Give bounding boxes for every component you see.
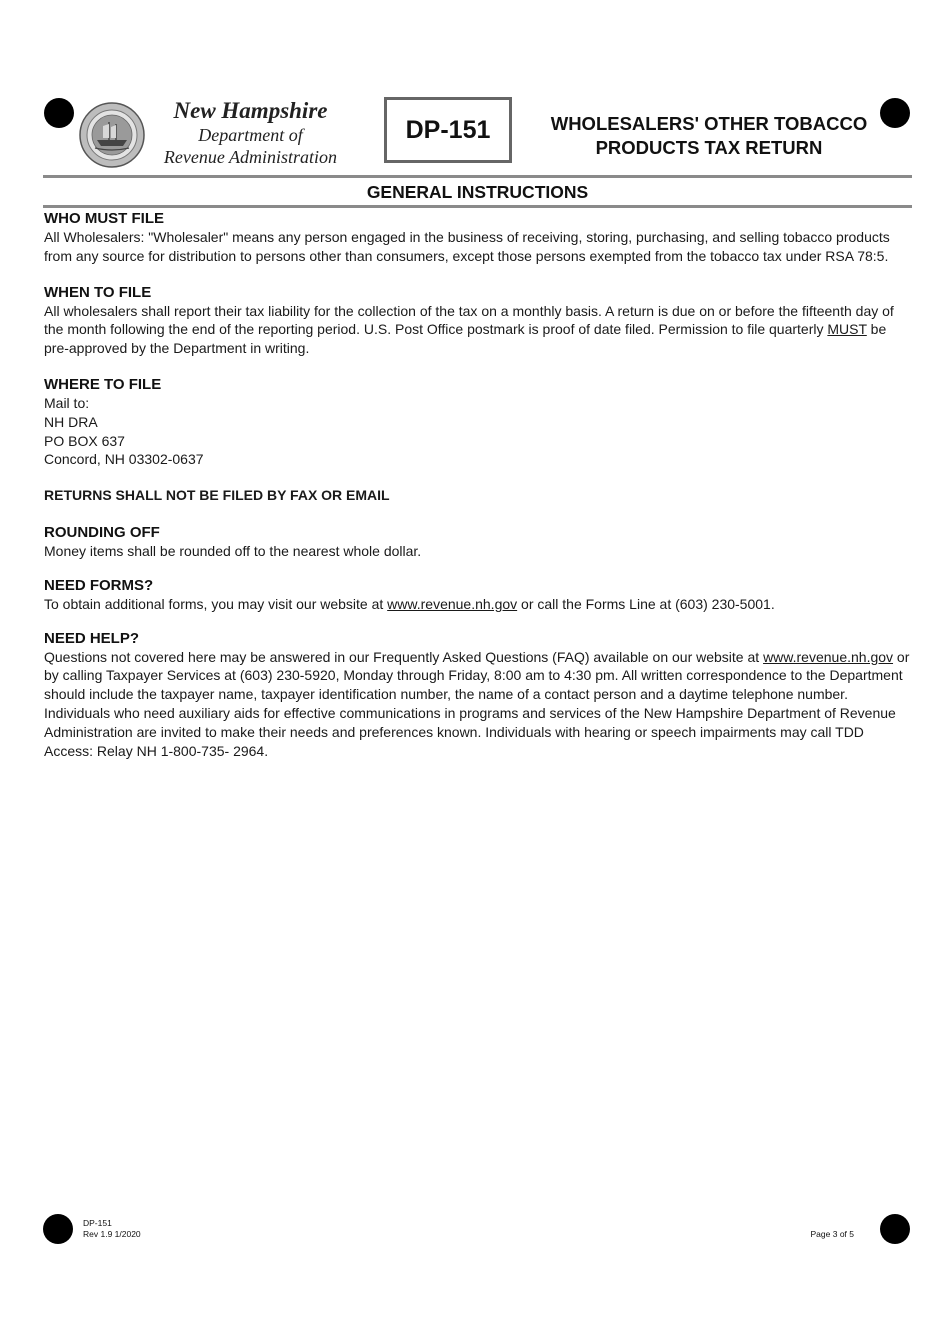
- section-text: Money items shall be rounded off to the nearest whole dollar.: [44, 542, 422, 559]
- text-part: To obtain additional forms, you may visit our website at: [44, 595, 388, 612]
- fax-notice: RETURNS SHALL NOT BE FILED BY FAX OR EMAIL: [44, 487, 390, 504]
- registration-dot-icon: [44, 98, 74, 128]
- section-text: [44, 595, 914, 614]
- website-link[interactable]: www.revenue.nh.gov: [763, 648, 894, 665]
- header-divider: [43, 175, 912, 178]
- emphasis-must: MUST: [827, 321, 867, 338]
- rounding-section: [44, 523, 914, 561]
- form-title: [540, 112, 878, 160]
- text-part: Questions not covered here may be answered in our Frequently Asked Questions (FAQ) available on our website at: [44, 648, 764, 665]
- mailing-address: [44, 394, 914, 469]
- registration-dot-icon: [880, 98, 910, 128]
- section-heading: NEED FORMS?: [44, 576, 154, 594]
- footer-revision: Rev 1.9 1/2020: [83, 1229, 141, 1239]
- section-text: [44, 302, 914, 358]
- agency-state: New Hampshire: [173, 98, 328, 123]
- section-heading: ROUNDING OFF: [44, 523, 160, 541]
- section-divider: [43, 205, 912, 208]
- footer-page-number: Page 3 of 5: [810, 1229, 854, 1239]
- section-heading: WHO MUST FILE: [44, 210, 164, 227]
- footer-form: DP-151: [83, 1218, 112, 1228]
- registration-dot-icon: [880, 1214, 910, 1244]
- section-text: [44, 648, 914, 761]
- address-line: NH DRA: [44, 413, 98, 430]
- text-part: be pre-approved by the Department in writing.: [44, 321, 887, 357]
- section-heading: WHEN TO FILE: [44, 283, 152, 301]
- where-to-file-section: [44, 375, 914, 469]
- need-forms-section: [44, 576, 914, 614]
- agency-name: [148, 98, 353, 168]
- address-line: Mail to:: [44, 394, 90, 411]
- form-title-line-2: PRODUCTS TAX RETURN: [595, 137, 823, 158]
- section-title: GENERAL INSTRUCTIONS: [366, 182, 589, 202]
- state-seal-icon: [79, 102, 145, 168]
- text-part: or by calling Taxpayer Services at (603) 230-5920, Monday through Friday, 8:00 am to 4:30 pm. All written correspondence to the Department should include the taxpayer name, taxpayer identification number, the name of a contact person and a daytime telephone number. Individuals who need auxiliary aids for effective communications in programs and services of the New Hampshire Department of Revenue Administration are invited to make their needs and preferences known. Individuals with hearing or speech impairments may call TDD Access: Relay NH 1-800-735- 2964.: [44, 648, 910, 759]
- form-number-box: [384, 97, 512, 163]
- when-to-file-section: [44, 283, 914, 358]
- instructions-body: [44, 209, 914, 777]
- text-part: All wholesalers shall report their tax liability for the collection of the tax on a monthly basis. A return is due on or before the fifteenth day of the month following the end of the reporting period. U.S. Post Office postmark is proof of date filed. Permission to file quarterly: [44, 302, 894, 338]
- section-heading: WHERE TO FILE: [44, 375, 162, 393]
- address-line: PO BOX 637: [44, 432, 125, 449]
- need-help-section: [44, 629, 914, 761]
- section-text: All Wholesalers: "Wholesaler" means any person engaged in the business of receiving, storing, purchasing, and selling tobacco products from any source for distribution to persons other than consumers, except those persons exempted from the tobacco tax under RSA 78:5.: [44, 229, 890, 264]
- section-heading: NEED HELP?: [44, 629, 140, 647]
- registration-dot-icon: [43, 1214, 73, 1244]
- footer-form-info: [83, 1218, 141, 1240]
- agency-line-1: Department of: [198, 125, 303, 145]
- address-line: Concord, NH 03302-0637: [44, 451, 204, 468]
- website-link[interactable]: www.revenue.nh.gov: [387, 595, 518, 612]
- agency-line-2: Revenue Administration: [163, 147, 338, 167]
- who-must-file-section: [44, 209, 914, 266]
- form-number: DP-151: [405, 115, 491, 144]
- form-title-line-1: WHOLESALERS' OTHER TOBACCO: [550, 113, 868, 134]
- text-part: or call the Forms Line at (603) 230-5001.: [517, 595, 775, 612]
